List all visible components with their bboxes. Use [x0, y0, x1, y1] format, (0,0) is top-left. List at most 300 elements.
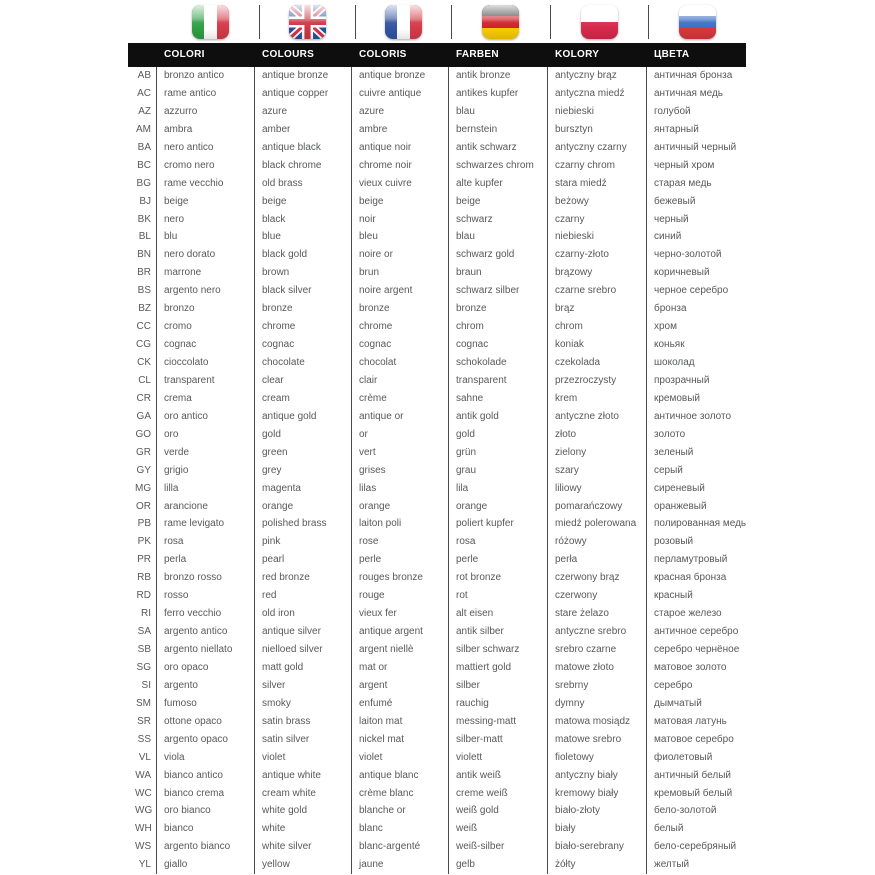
color-name-italian: argento bianco: [157, 838, 255, 856]
color-name-french: blanc-argenté: [352, 838, 449, 856]
table-row: [128, 659, 746, 677]
color-name-french: blanc: [352, 820, 449, 838]
color-code: BC: [128, 157, 157, 175]
column-header-cveta: ЦВЕТА: [654, 49, 690, 60]
color-name-french: violet: [352, 749, 449, 767]
color-name-german: alte kupfer: [449, 175, 548, 193]
color-name-polish: czarny: [548, 211, 647, 229]
table-row: [128, 85, 746, 103]
color-name-italian: cromo: [157, 318, 255, 336]
color-name-polish: antyczne srebro: [548, 623, 647, 641]
color-name-german: schwarzes chrom: [449, 157, 548, 175]
color-name-english: polished brass: [255, 515, 352, 533]
color-name-german: antik bronze: [449, 67, 548, 85]
color-name-german: grün: [449, 444, 548, 462]
table-body: [128, 67, 746, 874]
color-name-french: enfumé: [352, 695, 449, 713]
color-name-italian: lilla: [157, 480, 255, 498]
color-code: WS: [128, 838, 157, 856]
table-row: [128, 569, 746, 587]
table-row: [128, 515, 746, 533]
color-name-german: perle: [449, 551, 548, 569]
color-name-english: black gold: [255, 246, 352, 264]
table-row: [128, 462, 746, 480]
color-name-english: satin silver: [255, 731, 352, 749]
color-name-german: schwarz: [449, 211, 548, 229]
color-name-english: antique gold: [255, 408, 352, 426]
color-name-english: silver: [255, 677, 352, 695]
color-name-french: azure: [352, 103, 449, 121]
flag-cell-russia: [649, 5, 746, 39]
table-row: [128, 372, 746, 390]
color-name-english: antique silver: [255, 623, 352, 641]
color-name-russian: черное серебро: [654, 285, 729, 297]
color-code: SM: [128, 695, 157, 713]
color-name-polish: krem: [548, 390, 647, 408]
code-column-header: [128, 43, 157, 67]
color-name-italian: bianco: [157, 820, 255, 838]
color-name-german: rot: [449, 587, 548, 605]
color-name-russian: матовое серебро: [654, 733, 734, 745]
color-name-russian: черный хром: [654, 159, 715, 171]
table-row: [128, 802, 746, 820]
color-code: BL: [128, 228, 157, 246]
color-name-italian: bronzo: [157, 300, 255, 318]
color-name-russian: черный: [654, 213, 689, 225]
color-name-french: rouges bronze: [352, 569, 449, 587]
table-row: [128, 408, 746, 426]
color-code: PK: [128, 533, 157, 551]
color-name-english: red: [255, 587, 352, 605]
table-row: [128, 605, 746, 623]
color-name-english: matt gold: [255, 659, 352, 677]
germany-flag-icon: [482, 5, 519, 39]
color-name-german: transparent: [449, 372, 548, 390]
color-name-russian: оранжевый: [654, 500, 707, 512]
color-name-german: cognac: [449, 336, 548, 354]
table-row: [128, 228, 746, 246]
color-code: GO: [128, 426, 157, 444]
color-name-english: black: [255, 211, 352, 229]
color-name-english: brown: [255, 264, 352, 282]
color-name-polish: czarne srebro: [548, 282, 647, 300]
color-name-russian: розовый: [654, 536, 694, 548]
color-name-english: antique bronze: [255, 67, 352, 85]
color-name-russian: черно-золотой: [654, 249, 722, 261]
color-name-polish: antyczny biały: [548, 767, 647, 785]
color-name-italian: argento: [157, 677, 255, 695]
color-name-french: or: [352, 426, 449, 444]
color-name-polish: antyczne złoto: [548, 408, 647, 426]
color-name-german: poliert kupfer: [449, 515, 548, 533]
table-row: [128, 713, 746, 731]
table-row: [128, 587, 746, 605]
color-name-english: clear: [255, 372, 352, 390]
color-name-german: schokolade: [449, 354, 548, 372]
color-name-english: cognac: [255, 336, 352, 354]
color-name-polish: matowe złoto: [548, 659, 647, 677]
color-name-italian: rame levigato: [157, 515, 255, 533]
table-row: [128, 695, 746, 713]
color-name-english: pink: [255, 533, 352, 551]
color-name-polish: niebieski: [548, 103, 647, 121]
color-name-german: alt eisen: [449, 605, 548, 623]
table-row: [128, 103, 746, 121]
color-name-french: antique argent: [352, 623, 449, 641]
color-name-russian: старое железо: [654, 608, 722, 620]
color-name-russian: голубой: [654, 105, 691, 117]
color-code: SG: [128, 659, 157, 677]
flags-row: [128, 0, 746, 40]
color-name-russian: старая медь: [654, 177, 712, 189]
color-name-german: violett: [449, 749, 548, 767]
france-flag-icon: [385, 5, 422, 39]
color-name-english: antique copper: [255, 85, 352, 103]
color-code: CG: [128, 336, 157, 354]
color-name-polish: brązowy: [548, 264, 647, 282]
color-name-english: beige: [255, 193, 352, 211]
color-code: RI: [128, 605, 157, 623]
color-name-italian: arancione: [157, 498, 255, 516]
table-row: [128, 533, 746, 551]
color-name-french: clair: [352, 372, 449, 390]
color-code: RB: [128, 569, 157, 587]
color-name-french: argent: [352, 677, 449, 695]
color-name-german: antik silber: [449, 623, 548, 641]
table-row: [128, 426, 746, 444]
color-name-french: crème: [352, 390, 449, 408]
table-row: [128, 193, 746, 211]
color-name-italian: oro bianco: [157, 802, 255, 820]
color-name-french: laiton poli: [352, 515, 449, 533]
color-name-german: silber: [449, 677, 548, 695]
color-name-french: mat or: [352, 659, 449, 677]
color-name-english: chocolate: [255, 354, 352, 372]
column-header-colori: COLORI: [164, 49, 205, 60]
color-name-german: mattiert gold: [449, 659, 548, 677]
color-name-english: antique black: [255, 139, 352, 157]
color-name-german: bronze: [449, 300, 548, 318]
color-name-russian: хром: [654, 321, 677, 333]
flag-cell-uk: [260, 5, 356, 39]
color-name-german: rauchig: [449, 695, 548, 713]
color-name-german: gold: [449, 426, 548, 444]
color-name-polish: czerwony: [548, 587, 647, 605]
color-name-french: beige: [352, 193, 449, 211]
color-code: BN: [128, 246, 157, 264]
color-name-english: black silver: [255, 282, 352, 300]
color-code: RD: [128, 587, 157, 605]
color-name-russian: античный белый: [654, 769, 731, 781]
color-name-polish: srebrny: [548, 677, 647, 695]
color-name-german: silber schwarz: [449, 641, 548, 659]
color-code: BG: [128, 175, 157, 193]
color-name-italian: rosso: [157, 587, 255, 605]
color-name-english: magenta: [255, 480, 352, 498]
color-name-german: blau: [449, 103, 548, 121]
color-name-german: blau: [449, 228, 548, 246]
color-name-french: rouge: [352, 587, 449, 605]
color-name-russian: коричневый: [654, 267, 710, 279]
table-row: [128, 390, 746, 408]
color-name-french: brun: [352, 264, 449, 282]
color-name-german: grau: [449, 462, 548, 480]
color-name-english: old iron: [255, 605, 352, 623]
poland-flag-icon: [581, 5, 618, 39]
color-name-russian: янтарный: [654, 123, 699, 135]
color-code: WC: [128, 785, 157, 803]
color-name-russian: матовая латунь: [654, 715, 727, 727]
color-name-polish: zielony: [548, 444, 647, 462]
color-name-french: orange: [352, 498, 449, 516]
color-name-english: black chrome: [255, 157, 352, 175]
table-row: [128, 354, 746, 372]
color-name-german: rot bronze: [449, 569, 548, 587]
color-name-russian: синий: [654, 231, 682, 243]
table-row: [128, 282, 746, 300]
color-name-russian: полированная медь: [654, 518, 746, 530]
color-code: VL: [128, 749, 157, 767]
table-row: [128, 498, 746, 516]
table-row: [128, 838, 746, 856]
color-name-french: grises: [352, 462, 449, 480]
color-name-french: laiton mat: [352, 713, 449, 731]
color-name-polish: przezroczysty: [548, 372, 647, 390]
color-name-polish: różowy: [548, 533, 647, 551]
color-name-italian: verde: [157, 444, 255, 462]
table-row: [128, 264, 746, 282]
color-name-russian: античный черный: [654, 141, 737, 153]
color-name-french: noire or: [352, 246, 449, 264]
color-name-english: azure: [255, 103, 352, 121]
color-name-french: bleu: [352, 228, 449, 246]
color-name-italian: crema: [157, 390, 255, 408]
color-name-polish: szary: [548, 462, 647, 480]
color-name-italian: argento opaco: [157, 731, 255, 749]
color-code: BZ: [128, 300, 157, 318]
color-name-russian: серебро чернёное: [654, 644, 740, 655]
flag-cell-poland: [551, 5, 649, 39]
color-name-italian: grigio: [157, 462, 255, 480]
color-code: CK: [128, 354, 157, 372]
color-name-italian: rame vecchio: [157, 175, 255, 193]
color-name-german: orange: [449, 498, 548, 516]
color-name-french: crème blanc: [352, 785, 449, 803]
column-header-coloris: COLORIS: [359, 49, 407, 60]
column-header-colours: COLOURS: [262, 49, 315, 60]
color-name-german: lila: [449, 480, 548, 498]
color-name-polish: złoto: [548, 426, 647, 444]
color-name-polish: stara miedź: [548, 175, 647, 193]
color-name-italian: perla: [157, 551, 255, 569]
color-name-polish: antyczna miedź: [548, 85, 647, 103]
color-name-polish: chrom: [548, 318, 647, 336]
color-name-english: antique white: [255, 767, 352, 785]
color-name-english: grey: [255, 462, 352, 480]
color-name-english: white: [255, 820, 352, 838]
color-name-italian: nero antico: [157, 139, 255, 157]
table-row: [128, 820, 746, 838]
color-name-italian: transparent: [157, 372, 255, 390]
color-name-italian: cognac: [157, 336, 255, 354]
color-code: WA: [128, 767, 157, 785]
color-name-german: antik gold: [449, 408, 548, 426]
color-name-german: messing-matt: [449, 713, 548, 731]
color-name-polish: koniak: [548, 336, 647, 354]
color-name-russian: зеленый: [654, 446, 694, 458]
table-row: [128, 211, 746, 229]
color-name-english: red bronze: [255, 569, 352, 587]
color-name-russian: античное серебро: [654, 626, 739, 638]
color-name-french: noire argent: [352, 282, 449, 300]
color-name-russian: античная медь: [654, 87, 723, 99]
uk-flag-icon: [289, 5, 326, 39]
color-name-german: antik weiß: [449, 767, 548, 785]
color-name-polish: fioletowy: [548, 749, 647, 767]
color-name-russian: бело-золотой: [654, 805, 717, 817]
color-name-polish: perła: [548, 551, 647, 569]
color-name-german: gelb: [449, 856, 548, 874]
color-name-french: antique blanc: [352, 767, 449, 785]
color-code: AZ: [128, 103, 157, 121]
color-name-italian: beige: [157, 193, 255, 211]
color-name-italian: argento niellato: [157, 641, 255, 659]
color-name-english: white gold: [255, 802, 352, 820]
color-name-italian: bianco antico: [157, 767, 255, 785]
color-name-italian: viola: [157, 749, 255, 767]
color-name-polish: biały: [548, 820, 647, 838]
color-code: BR: [128, 264, 157, 282]
table-row: [128, 623, 746, 641]
table-row: [128, 67, 746, 85]
color-name-english: satin brass: [255, 713, 352, 731]
table-row: [128, 336, 746, 354]
color-name-english: cream white: [255, 785, 352, 803]
flag-cell-italy: [162, 5, 259, 39]
color-name-polish: czekolada: [548, 354, 647, 372]
column-header-kolory: KOLORY: [555, 49, 600, 60]
color-name-polish: srebro czarne: [548, 641, 647, 659]
color-code: AB: [128, 67, 157, 85]
color-name-french: chocolat: [352, 354, 449, 372]
color-name-russian: желтый: [654, 859, 690, 871]
color-name-french: vert: [352, 444, 449, 462]
color-name-russian: античное золото: [654, 410, 732, 422]
color-name-english: white silver: [255, 838, 352, 856]
color-code: WH: [128, 820, 157, 838]
color-name-italian: oro: [157, 426, 255, 444]
table-row: [128, 318, 746, 336]
color-name-french: vieux cuivre: [352, 175, 449, 193]
color-name-russian: кремовый белый: [654, 787, 733, 799]
table-row: [128, 856, 746, 874]
color-name-russian: бежевый: [654, 195, 696, 207]
color-name-german: creme weiß: [449, 785, 548, 803]
color-name-russian: красный: [654, 590, 693, 602]
color-name-italian: oro antico: [157, 408, 255, 426]
color-name-english: violet: [255, 749, 352, 767]
color-code: BK: [128, 211, 157, 229]
color-code: WG: [128, 802, 157, 820]
table-row: [128, 641, 746, 659]
color-name-german: schwarz silber: [449, 282, 548, 300]
color-name-german: schwarz gold: [449, 246, 548, 264]
color-code-sheet: [128, 0, 746, 874]
table-header: [128, 43, 746, 67]
color-name-polish: stare żelazo: [548, 605, 647, 623]
color-code: SI: [128, 677, 157, 695]
color-name-polish: biało-serebrany: [548, 838, 647, 856]
table-row: [128, 749, 746, 767]
color-name-english: amber: [255, 121, 352, 139]
color-name-french: rose: [352, 533, 449, 551]
color-name-german: sahne: [449, 390, 548, 408]
color-name-polish: antyczny brąz: [548, 67, 647, 85]
color-name-russian: серебро: [654, 679, 693, 691]
color-name-russian: бело-серебряный: [654, 841, 737, 853]
color-name-english: nielloed silver: [255, 641, 352, 659]
table-row: [128, 175, 746, 193]
color-name-italian: blu: [157, 228, 255, 246]
color-name-polish: żółty: [548, 856, 647, 874]
color-name-french: vieux fer: [352, 605, 449, 623]
color-name-english: gold: [255, 426, 352, 444]
color-name-polish: kremowy biały: [548, 785, 647, 803]
color-name-english: old brass: [255, 175, 352, 193]
color-name-german: weiß gold: [449, 802, 548, 820]
color-name-italian: ottone opaco: [157, 713, 255, 731]
color-name-polish: antyczny czarny: [548, 139, 647, 157]
color-name-polish: matowe srebro: [548, 731, 647, 749]
color-code: SA: [128, 623, 157, 641]
color-name-french: antique or: [352, 408, 449, 426]
color-name-italian: azzurro: [157, 103, 255, 121]
table-row: [128, 246, 746, 264]
color-name-french: bronze: [352, 300, 449, 318]
color-code: CR: [128, 390, 157, 408]
color-code: GY: [128, 462, 157, 480]
color-name-italian: bianco crema: [157, 785, 255, 803]
flag-cell-france: [356, 5, 452, 39]
color-name-french: noir: [352, 211, 449, 229]
table-row: [128, 480, 746, 498]
color-name-polish: pomarańczowy: [548, 498, 647, 516]
color-name-polish: biało-złoty: [548, 802, 647, 820]
color-name-russian: фиолетовый: [654, 751, 713, 763]
color-code: CL: [128, 372, 157, 390]
color-name-french: jaune: [352, 856, 449, 874]
color-code: PR: [128, 551, 157, 569]
color-name-italian: nero dorato: [157, 246, 255, 264]
color-name-russian: сиреневый: [654, 482, 705, 494]
table-row: [128, 121, 746, 139]
color-name-english: cream: [255, 390, 352, 408]
color-name-russian: белый: [654, 823, 684, 835]
table-row: [128, 677, 746, 695]
color-name-english: blue: [255, 228, 352, 246]
color-name-french: perle: [352, 551, 449, 569]
table-row: [128, 551, 746, 569]
color-name-german: chrom: [449, 318, 548, 336]
color-name-german: bernstein: [449, 121, 548, 139]
color-code: SB: [128, 641, 157, 659]
color-name-french: blanche or: [352, 802, 449, 820]
color-name-french: ambre: [352, 121, 449, 139]
color-name-russian: коньяк: [654, 339, 685, 351]
color-name-italian: nero: [157, 211, 255, 229]
color-name-russian: матовое золото: [654, 661, 727, 673]
flag-cell-germany: [452, 5, 550, 39]
